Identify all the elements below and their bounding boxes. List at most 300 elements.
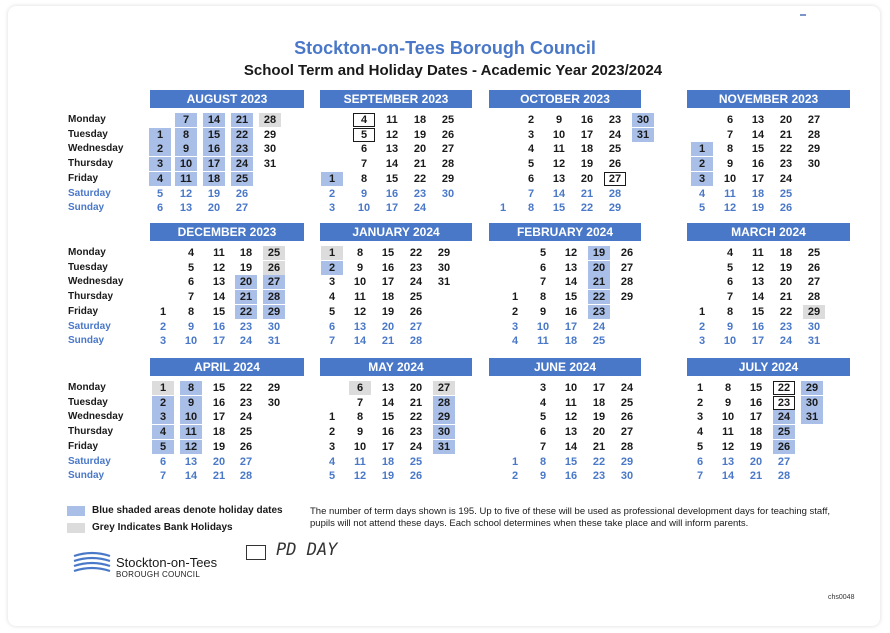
date-cell: 5 bbox=[698, 202, 706, 215]
date-cell: 30 bbox=[801, 396, 823, 410]
date-cell: 29 bbox=[433, 410, 455, 424]
date-cell: 20 bbox=[235, 275, 257, 289]
date-cell: 13 bbox=[564, 426, 578, 439]
date-cell: 18 bbox=[749, 426, 763, 439]
date-cell: 14 bbox=[751, 128, 765, 141]
date-cell: 12 bbox=[564, 247, 578, 259]
date-cell: 25 bbox=[620, 396, 634, 409]
date-cell: 22 bbox=[773, 381, 795, 395]
date-cell: 24 bbox=[231, 157, 253, 171]
date-cell: 9 bbox=[539, 470, 547, 483]
date-cell: 15 bbox=[564, 291, 578, 304]
date-cell: 21 bbox=[381, 335, 395, 348]
logo-name: Stockton-on-Tees bbox=[116, 555, 218, 570]
date-cell: 3 bbox=[328, 276, 336, 289]
bank-holiday-legend-label: Grey Indicates Bank Holidays bbox=[92, 522, 233, 533]
date-cell: 10 bbox=[723, 172, 737, 185]
date-cell: 16 bbox=[212, 320, 226, 333]
date-cell: 17 bbox=[592, 382, 606, 394]
date-cell: 25 bbox=[608, 143, 622, 156]
date-cell: 7 bbox=[187, 291, 195, 304]
date-cell: 19 bbox=[749, 440, 763, 453]
date-cell: 21 bbox=[235, 290, 257, 304]
date-cell: 24 bbox=[773, 410, 795, 424]
date-cell: 29 bbox=[620, 291, 634, 304]
date-cell: 6 bbox=[159, 455, 167, 468]
date-cell: 28 bbox=[263, 290, 285, 304]
date-cell: 12 bbox=[385, 128, 399, 141]
date-cell: 7 bbox=[527, 187, 535, 200]
date-cell: 26 bbox=[807, 261, 821, 274]
date-cell: 31 bbox=[632, 128, 654, 142]
date-cell: 26 bbox=[773, 440, 795, 454]
date-cell: 6 bbox=[187, 276, 195, 289]
date-cell: 29 bbox=[263, 128, 277, 141]
date-cell: 23 bbox=[413, 187, 427, 200]
date-cell: 20 bbox=[580, 172, 594, 185]
date-cell: 26 bbox=[409, 470, 423, 483]
date-cell: 3 bbox=[152, 410, 174, 424]
pd-day-box-icon bbox=[246, 545, 266, 560]
day-label: Wednesday bbox=[68, 143, 124, 155]
day-label: Monday bbox=[68, 382, 106, 393]
date-cell: 10 bbox=[564, 382, 578, 394]
date-cell: 29 bbox=[437, 247, 451, 259]
holiday-legend-swatch bbox=[67, 506, 85, 516]
date-cell: 28 bbox=[807, 128, 821, 141]
date-cell: 24 bbox=[608, 128, 622, 141]
date-cell: 10 bbox=[721, 411, 735, 424]
date-cell: 7 bbox=[356, 396, 364, 409]
date-cell: 29 bbox=[263, 305, 285, 319]
date-cell: 29 bbox=[807, 143, 821, 156]
date-cell: 17 bbox=[564, 320, 578, 333]
date-cell: 6 bbox=[156, 202, 164, 215]
date-cell: 14 bbox=[212, 291, 226, 304]
date-cell: 10 bbox=[353, 276, 367, 289]
date-cell: 18 bbox=[413, 114, 427, 126]
date-cell: 15 bbox=[212, 382, 226, 394]
date-cell: 28 bbox=[433, 396, 455, 410]
date-cell: 24 bbox=[239, 411, 253, 424]
day-label: Monday bbox=[68, 114, 106, 125]
date-cell: 4 bbox=[698, 187, 706, 200]
date-cell: 23 bbox=[608, 114, 622, 126]
date-cell: 4 bbox=[328, 291, 336, 304]
month-header: JUNE 2024 bbox=[489, 358, 641, 376]
council-title: Stockton-on-Tees Borough Council bbox=[294, 38, 596, 58]
day-label: Wednesday bbox=[68, 276, 124, 288]
date-cell: 8 bbox=[724, 382, 732, 394]
date-cell: 17 bbox=[381, 276, 395, 289]
date-cell: 13 bbox=[184, 455, 198, 468]
date-cell: 6 bbox=[726, 114, 734, 126]
date-cell: 28 bbox=[259, 113, 281, 127]
date-cell: 27 bbox=[807, 114, 821, 126]
date-cell: 24 bbox=[620, 382, 634, 394]
date-cell: 22 bbox=[779, 143, 793, 156]
date-cell: 24 bbox=[779, 335, 793, 348]
date-cell: 19 bbox=[413, 128, 427, 141]
date-cell: 29 bbox=[801, 381, 823, 395]
date-cell: 16 bbox=[751, 158, 765, 171]
date-cell: 30 bbox=[267, 396, 281, 409]
date-cell: 7 bbox=[360, 158, 368, 171]
date-cell: 26 bbox=[620, 411, 634, 424]
date-cell: 23 bbox=[773, 396, 795, 410]
date-cell: 10 bbox=[552, 128, 566, 141]
date-cell: 4 bbox=[328, 455, 336, 468]
date-cell: 23 bbox=[592, 470, 606, 483]
date-cell: 26 bbox=[409, 305, 423, 318]
date-cell: 16 bbox=[580, 114, 594, 126]
date-cell: 14 bbox=[353, 335, 367, 348]
date-cell: 11 bbox=[213, 247, 225, 259]
date-cell: 13 bbox=[552, 172, 566, 185]
date-cell: 2 bbox=[321, 261, 343, 275]
date-cell: 29 bbox=[267, 382, 281, 394]
date-cell: 7 bbox=[539, 440, 547, 453]
date-cell: 25 bbox=[263, 246, 285, 260]
date-cell: 7 bbox=[539, 276, 547, 289]
date-cell: 9 bbox=[175, 142, 197, 156]
date-cell: 8 bbox=[726, 305, 734, 318]
date-cell: 2 bbox=[696, 396, 704, 409]
date-cell: 27 bbox=[441, 143, 455, 156]
month-header: JULY 2024 bbox=[687, 358, 850, 376]
date-cell: 11 bbox=[722, 426, 734, 439]
date-cell: 5 bbox=[696, 440, 704, 453]
date-cell: 17 bbox=[580, 128, 594, 141]
month-header: FEBRUARY 2024 bbox=[489, 223, 641, 241]
date-cell: 18 bbox=[381, 455, 395, 468]
date-cell: 9 bbox=[726, 320, 734, 333]
date-cell: 2 bbox=[328, 187, 336, 200]
date-cell: 13 bbox=[381, 382, 395, 394]
date-cell: 20 bbox=[207, 202, 221, 215]
date-cell: 25 bbox=[441, 114, 455, 126]
date-cell: 16 bbox=[203, 142, 225, 156]
date-cell: 25 bbox=[409, 455, 423, 468]
date-cell: 19 bbox=[580, 158, 594, 171]
date-cell: 23 bbox=[239, 320, 253, 333]
date-cell: 27 bbox=[604, 172, 626, 186]
date-cell: 16 bbox=[564, 470, 578, 483]
date-cell: 15 bbox=[212, 305, 226, 318]
date-cell: 26 bbox=[608, 158, 622, 171]
date-cell: 2 bbox=[328, 426, 336, 439]
date-cell: 28 bbox=[777, 470, 791, 483]
date-cell: 4 bbox=[696, 426, 704, 439]
date-cell: 25 bbox=[807, 247, 821, 259]
date-cell: 25 bbox=[592, 335, 606, 348]
document-code: chs0048 bbox=[828, 594, 855, 601]
date-cell: 24 bbox=[409, 276, 423, 289]
date-cell: 26 bbox=[779, 202, 793, 215]
date-cell: 31 bbox=[263, 158, 277, 171]
date-cell: 22 bbox=[779, 305, 793, 318]
day-label: Sunday bbox=[68, 470, 105, 482]
date-cell: 21 bbox=[413, 158, 427, 171]
date-cell: 7 bbox=[696, 470, 704, 483]
date-cell: 3 bbox=[691, 172, 713, 186]
date-cell: 9 bbox=[555, 114, 563, 126]
date-cell: 28 bbox=[441, 158, 455, 171]
date-cell: 3 bbox=[149, 157, 171, 171]
date-cell: 12 bbox=[721, 440, 735, 453]
date-cell: 29 bbox=[620, 455, 634, 468]
date-cell: 5 bbox=[527, 158, 535, 171]
date-cell: 11 bbox=[752, 247, 764, 259]
month-header: JANUARY 2024 bbox=[320, 223, 472, 241]
date-cell: 27 bbox=[263, 275, 285, 289]
date-cell: 9 bbox=[360, 187, 368, 200]
date-cell: 9 bbox=[187, 320, 195, 333]
date-cell: 16 bbox=[751, 320, 765, 333]
date-cell: 3 bbox=[539, 382, 547, 394]
date-cell: 11 bbox=[537, 335, 549, 348]
date-cell: 22 bbox=[409, 247, 423, 259]
date-cell: 9 bbox=[726, 158, 734, 171]
date-cell: 1 bbox=[691, 142, 713, 156]
date-cell: 5 bbox=[539, 411, 547, 424]
date-cell: 11 bbox=[386, 114, 398, 126]
date-cell: 1 bbox=[149, 128, 171, 142]
date-cell: 9 bbox=[356, 261, 364, 274]
date-cell: 12 bbox=[564, 411, 578, 424]
date-cell: 11 bbox=[175, 172, 197, 186]
date-cell: 19 bbox=[381, 470, 395, 483]
bank-holiday-legend-swatch bbox=[67, 523, 85, 533]
date-cell: 22 bbox=[239, 382, 253, 394]
date-cell: 3 bbox=[527, 128, 535, 141]
date-cell: 17 bbox=[381, 440, 395, 453]
date-cell: 19 bbox=[779, 261, 793, 274]
date-cell: 14 bbox=[203, 113, 225, 127]
date-cell: 24 bbox=[413, 202, 427, 215]
date-cell: 4 bbox=[152, 425, 174, 439]
date-cell: 29 bbox=[803, 305, 825, 319]
date-cell: 23 bbox=[231, 142, 253, 156]
date-cell: 10 bbox=[723, 335, 737, 348]
day-label: Saturday bbox=[68, 320, 111, 332]
date-cell: 28 bbox=[620, 276, 634, 289]
date-cell: 20 bbox=[779, 276, 793, 289]
date-cell: 31 bbox=[437, 276, 451, 289]
day-label: Wednesday bbox=[68, 411, 124, 423]
date-cell: 12 bbox=[179, 187, 193, 200]
date-cell: 1 bbox=[698, 305, 706, 318]
date-cell: 2 bbox=[698, 320, 706, 333]
wave-logo-icon bbox=[72, 550, 112, 574]
date-cell: 29 bbox=[608, 202, 622, 215]
day-label: Tuesday bbox=[68, 396, 108, 408]
date-cell: 21 bbox=[779, 128, 793, 141]
date-cell: 24 bbox=[592, 320, 606, 333]
day-label: Saturday bbox=[68, 187, 111, 199]
decorative-dash bbox=[800, 14, 806, 16]
date-cell: 30 bbox=[632, 113, 654, 127]
date-cell: 2 bbox=[511, 470, 519, 483]
date-cell: 4 bbox=[539, 396, 547, 409]
date-cell: 9 bbox=[180, 396, 202, 410]
date-cell: 15 bbox=[552, 202, 566, 215]
date-cell: 17 bbox=[212, 335, 226, 348]
date-cell: 19 bbox=[751, 202, 765, 215]
date-cell: 19 bbox=[212, 440, 226, 453]
date-cell: 11 bbox=[565, 396, 577, 409]
date-cell: 26 bbox=[441, 128, 455, 141]
date-cell: 22 bbox=[235, 305, 257, 319]
month-header: AUGUST 2023 bbox=[150, 90, 304, 108]
date-cell: 20 bbox=[381, 320, 395, 333]
month-header: OCTOBER 2023 bbox=[489, 90, 641, 108]
date-cell: 10 bbox=[180, 410, 202, 424]
date-cell: 22 bbox=[592, 455, 606, 468]
date-cell: 5 bbox=[539, 247, 547, 259]
page-title: School Term and Holiday Dates - Academic Year 2023/2024 bbox=[243, 62, 663, 79]
date-cell: 1 bbox=[321, 246, 343, 260]
date-cell: 5 bbox=[156, 187, 164, 200]
date-cell: 17 bbox=[212, 411, 226, 424]
day-label: Friday bbox=[68, 172, 99, 184]
date-cell: 21 bbox=[749, 470, 763, 483]
date-cell: 4 bbox=[187, 247, 195, 259]
day-label: Sunday bbox=[68, 335, 105, 347]
day-label: Saturday bbox=[68, 455, 111, 467]
date-cell: 3 bbox=[159, 335, 167, 348]
date-cell: 18 bbox=[592, 396, 606, 409]
date-cell: 6 bbox=[360, 143, 368, 156]
date-cell: 16 bbox=[385, 187, 399, 200]
date-cell: 10 bbox=[353, 440, 367, 453]
date-cell: 22 bbox=[580, 202, 594, 215]
date-cell: 6 bbox=[527, 172, 535, 185]
day-label: Thursday bbox=[68, 291, 114, 303]
month-header: MAY 2024 bbox=[320, 358, 472, 376]
date-cell: 1 bbox=[328, 411, 336, 424]
date-cell: 25 bbox=[773, 425, 795, 439]
date-cell: 2 bbox=[691, 157, 713, 171]
date-cell: 18 bbox=[580, 143, 594, 156]
date-cell: 20 bbox=[592, 426, 606, 439]
date-cell: 12 bbox=[212, 261, 226, 274]
date-cell: 19 bbox=[592, 411, 606, 424]
date-cell: 14 bbox=[721, 470, 735, 483]
date-cell: 11 bbox=[724, 187, 736, 200]
date-cell: 23 bbox=[409, 261, 423, 274]
date-cell: 30 bbox=[441, 187, 455, 200]
date-cell: 30 bbox=[433, 425, 455, 439]
date-cell: 6 bbox=[726, 276, 734, 289]
date-cell: 7 bbox=[726, 128, 734, 141]
date-cell: 8 bbox=[175, 128, 197, 142]
date-cell: 18 bbox=[203, 172, 225, 186]
date-cell: 20 bbox=[409, 382, 423, 394]
date-cell: 14 bbox=[552, 187, 566, 200]
date-cell: 6 bbox=[696, 455, 704, 468]
date-cell: 26 bbox=[235, 187, 249, 200]
date-cell: 15 bbox=[381, 411, 395, 424]
date-cell: 20 bbox=[749, 455, 763, 468]
date-cell: 16 bbox=[749, 396, 763, 409]
date-cell: 19 bbox=[239, 261, 253, 274]
date-cell: 17 bbox=[749, 411, 763, 424]
date-cell: 22 bbox=[413, 172, 427, 185]
date-cell: 13 bbox=[385, 143, 399, 156]
date-cell: 24 bbox=[239, 335, 253, 348]
date-cell: 22 bbox=[409, 411, 423, 424]
date-cell: 28 bbox=[608, 187, 622, 200]
date-cell: 6 bbox=[539, 426, 547, 439]
date-cell: 14 bbox=[385, 158, 399, 171]
date-cell: 3 bbox=[696, 411, 704, 424]
date-cell: 8 bbox=[356, 247, 364, 259]
date-cell: 25 bbox=[239, 426, 253, 439]
date-cell: 20 bbox=[212, 455, 226, 468]
date-cell: 15 bbox=[751, 143, 765, 156]
date-cell: 1 bbox=[499, 202, 507, 215]
date-cell: 18 bbox=[239, 247, 253, 259]
date-cell: 2 bbox=[511, 305, 519, 318]
date-cell: 30 bbox=[807, 320, 821, 333]
date-cell: 4 bbox=[527, 143, 535, 156]
date-cell: 30 bbox=[620, 470, 634, 483]
date-cell: 13 bbox=[212, 276, 226, 289]
date-cell: 5 bbox=[328, 305, 336, 318]
date-cell: 20 bbox=[413, 143, 427, 156]
date-cell: 16 bbox=[564, 305, 578, 318]
day-label: Tuesday bbox=[68, 261, 108, 273]
date-cell: 8 bbox=[527, 202, 535, 215]
date-cell: 18 bbox=[212, 426, 226, 439]
date-cell: 30 bbox=[807, 158, 821, 171]
date-cell: 21 bbox=[231, 113, 253, 127]
date-cell: 26 bbox=[239, 440, 253, 453]
date-cell: 27 bbox=[807, 276, 821, 289]
date-cell: 6 bbox=[349, 381, 371, 395]
date-cell: 18 bbox=[779, 247, 793, 259]
day-label: Thursday bbox=[68, 426, 114, 438]
date-cell: 5 bbox=[726, 261, 734, 274]
date-cell: 13 bbox=[564, 261, 578, 274]
date-cell: 1 bbox=[511, 455, 519, 468]
date-cell: 27 bbox=[235, 202, 249, 215]
date-cell: 31 bbox=[267, 335, 281, 348]
month-header: MARCH 2024 bbox=[687, 223, 850, 241]
date-cell: 18 bbox=[751, 187, 765, 200]
date-cell: 13 bbox=[721, 455, 735, 468]
date-cell: 1 bbox=[511, 291, 519, 304]
date-cell: 23 bbox=[779, 158, 793, 171]
date-cell: 15 bbox=[381, 247, 395, 259]
date-cell: 14 bbox=[564, 440, 578, 453]
date-cell: 5 bbox=[328, 470, 336, 483]
date-cell: 30 bbox=[267, 320, 281, 333]
date-cell: 4 bbox=[726, 247, 734, 259]
council-logo bbox=[72, 550, 218, 579]
date-cell: 12 bbox=[353, 470, 367, 483]
date-cell: 23 bbox=[409, 426, 423, 439]
date-cell: 16 bbox=[212, 396, 226, 409]
date-cell: 29 bbox=[441, 172, 455, 185]
date-cell: 15 bbox=[203, 128, 225, 142]
date-cell: 8 bbox=[356, 411, 364, 424]
date-cell: 12 bbox=[180, 440, 202, 454]
date-cell: 5 bbox=[152, 440, 174, 454]
pd-day-handwritten-note: PD DAY bbox=[276, 540, 338, 560]
date-cell: 20 bbox=[779, 114, 793, 126]
